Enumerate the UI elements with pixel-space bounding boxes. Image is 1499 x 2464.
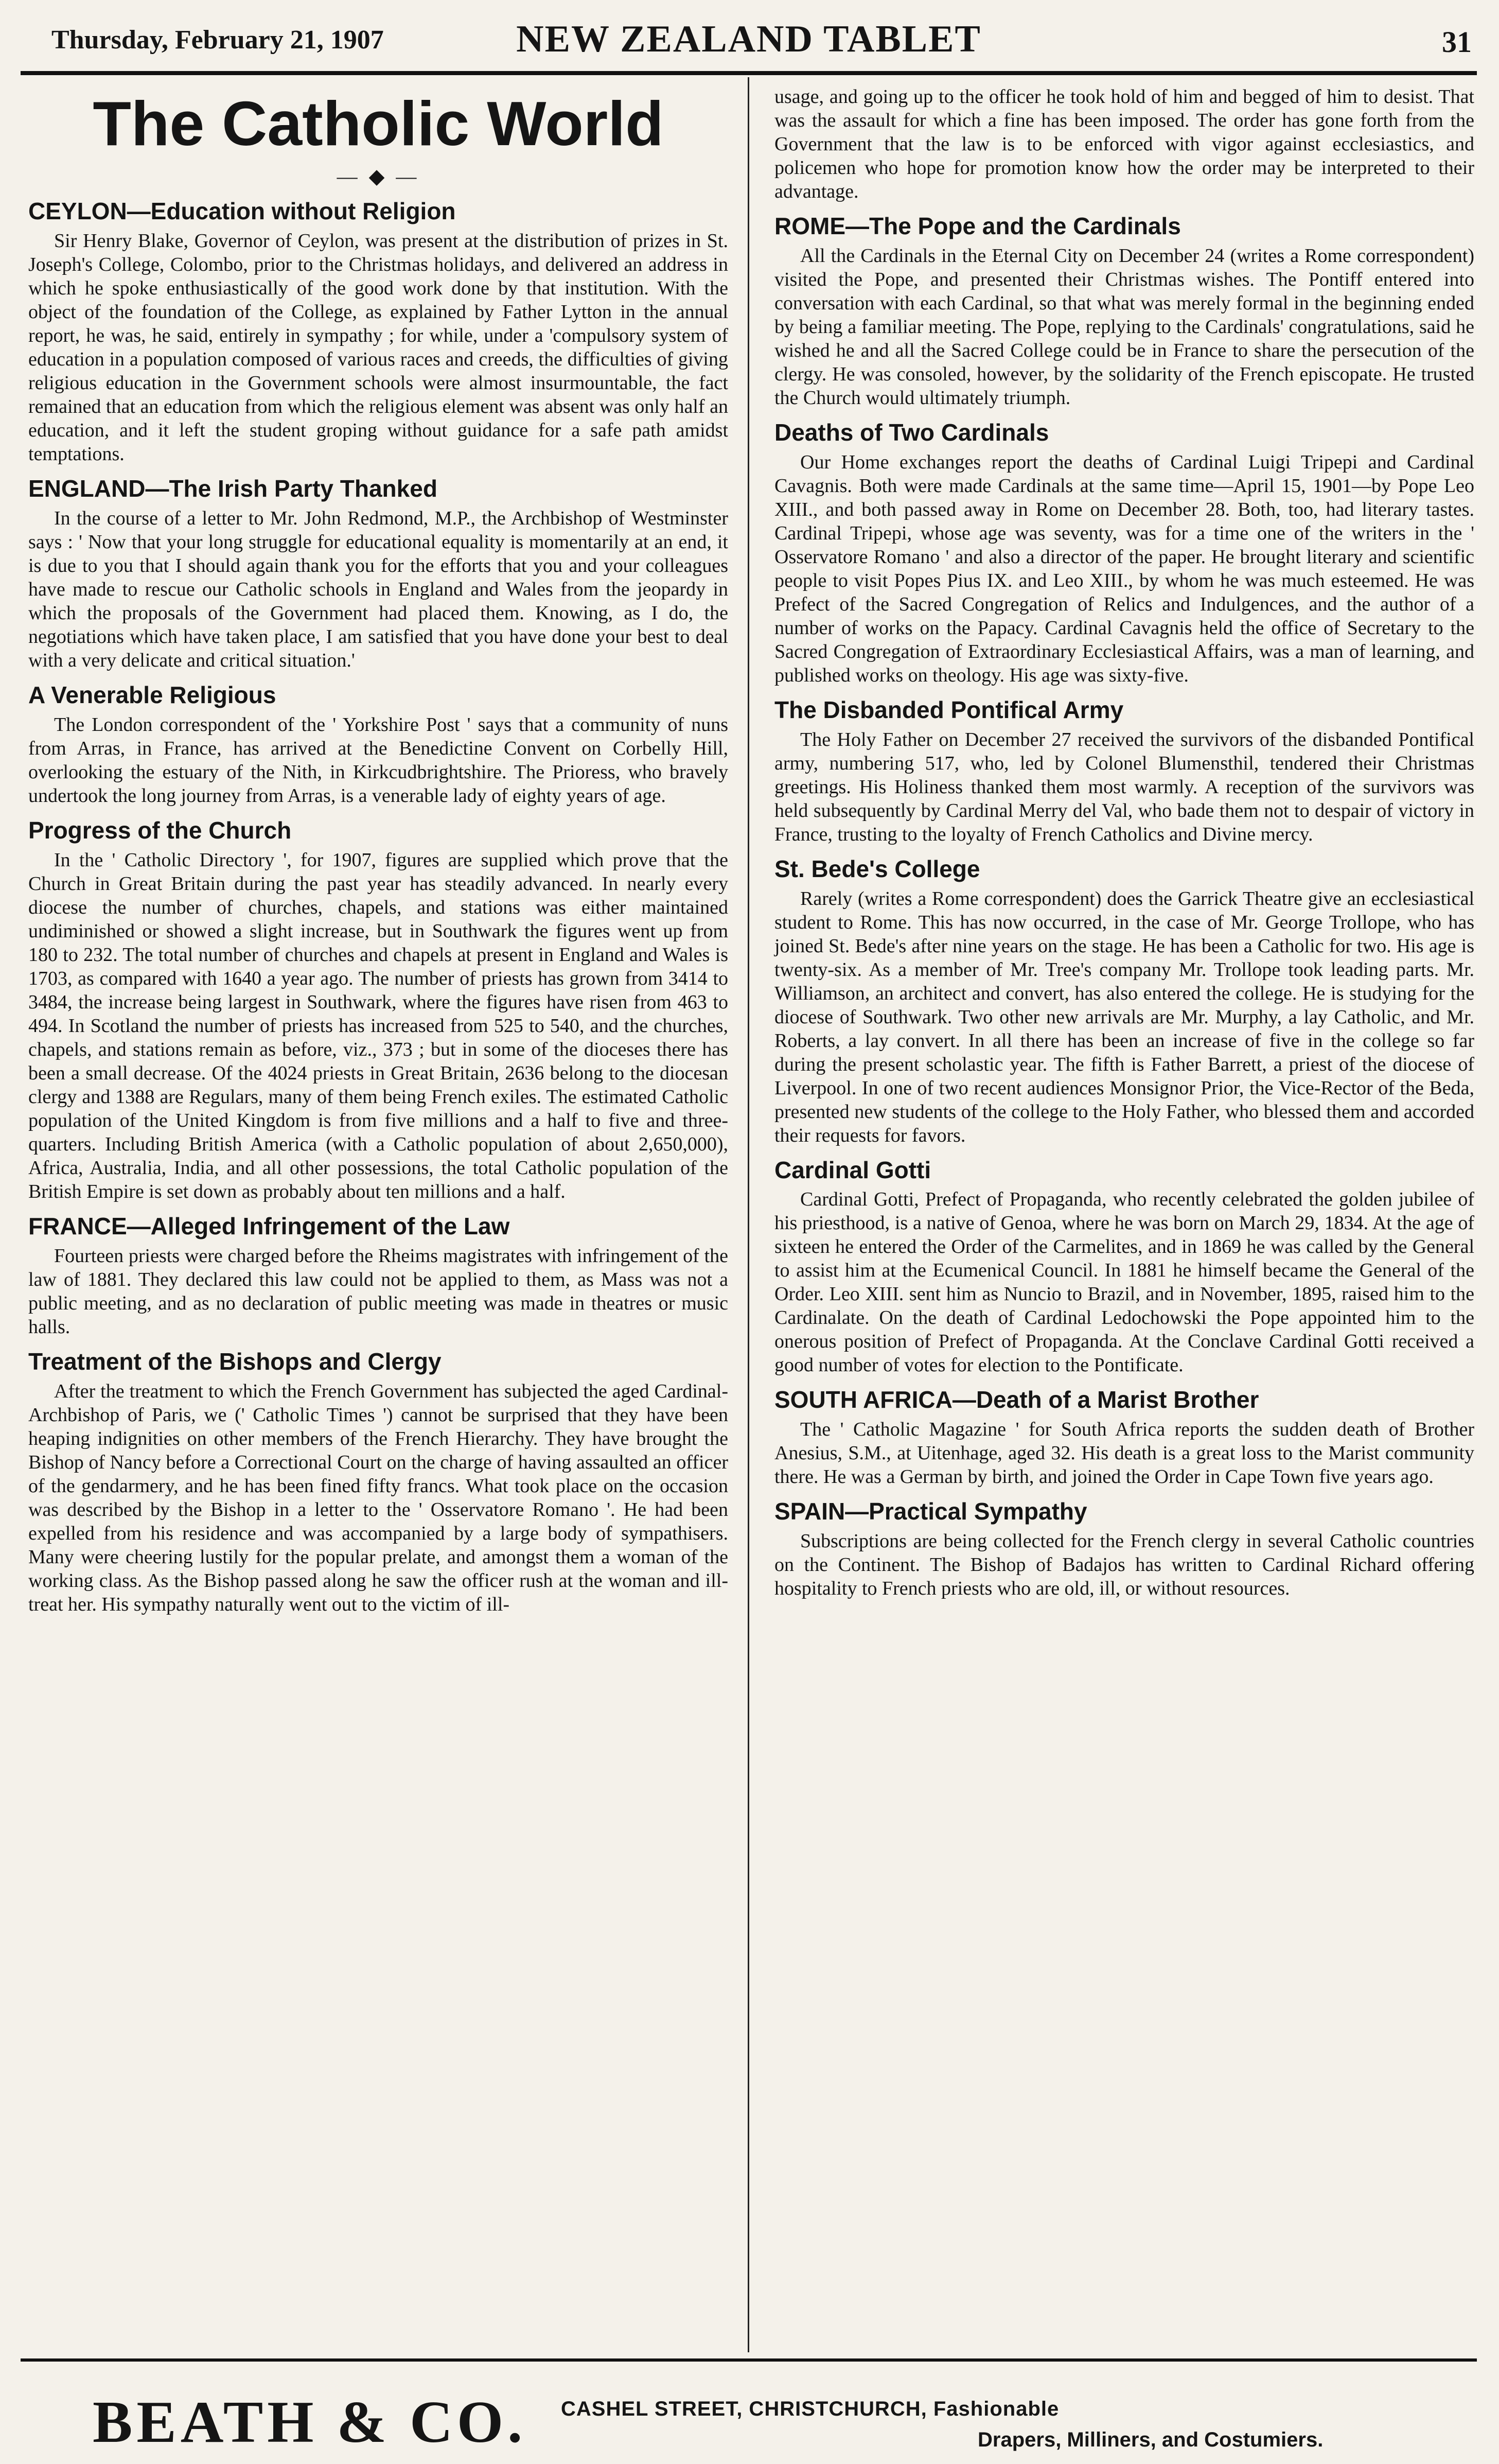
article-body: Rarely (writes a Rome correspondent) does the Garrick Theatre give an ecclesiastical student to Rome. This has now occurred, in the case of Mr. George Trollope, who has joined St. Bede's after nine years on the stage. He has been a Catholic for two. His age is twenty-six. As a member of Mr. Tree's company Mr. Trollope took leading parts. Mr. Williamson, an architect and convert, has also entered the college. He is studying for the diocese of Southwark. Two other new arrivals are Mr. Murphy, a lay Catholic, and Mr. Roberts, a lay convert. In all there has been an increase of five in the college so far during the present scholastic year. The fifth is Father Barrett, a priest of the diocese of Liverpool. In one of two recent audiences Monsignor Prior, the Vice-Rector of the Beda, presented new students of the college to the Holy Father, who blessed them and accorded their requests for favors. [774,887,1474,1146]
article-body: Cardinal Gotti, Prefect of Propaganda, who recently celebrated the golden jubilee of his priesthood, is a native of Genoa, where he was born on March 29, 1834. At the age of sixteen he entered the Order of the Carmelites, and in 1869 he was called by the General to assist him at the Ecumenical Council. In 1881 he himself became the General of the Order. Leo XIII. sent him as Nuncio to Brazil, and in November, 1895, raised him to the Cardinalate. On the death of Cardinal Ledochowski the Pope appointed him to the onerous position of Prefect of Propaganda. At the Conclave Cardinal Gotti received a good number of votes for election to the Pontificate. [774,1189,1474,1376]
footer-rule [21,2358,1477,2362]
article-body: All the Cardinals in the Eternal City on December 24 (writes a Rome correspondent) visited the Pope, and presented their Christmas wishes. The Pontiff entered into conversation with each Cardinal, so that what was merely formal in the beginning ended by being a familiar meeting. The Pope, replying to the Cardinals' congratulations, said he wished he and all the Sacred College could be in France to share the persecution of the clergy. He was consoled, however, by the solidarity of the French episcopate. He trusted the Church would ultimately triumph. [774,244,1474,409]
article-title: Progress of the Church [28,816,292,844]
article [774,696,1474,846]
article-body: The ' Catholic Magazine ' for South Africa reports the sudden death of Brother Anesius, S.M., at Uitenhage, aged 32. His death is a great loss to the Marist community there. He was a German by birth, and joined the Order in Cape Town five years ago. [774,1419,1474,1488]
publication-title: NEW ZEALAND TABLET [516,18,981,60]
article-title: A Venerable Religious [28,681,276,708]
page-number: 31 [1442,25,1472,59]
article-title: St. Bede's College [774,855,980,882]
column-divider [748,77,749,2352]
article-title: ENGLAND—The Irish Party Thanked [28,475,437,502]
right-column [774,85,1474,1600]
advertisement-footer [21,2368,1477,2460]
column-title: The Catholic World [93,89,664,159]
article-body: After the treatment to which the French Government has subjected the aged Cardinal-Archbishop of Paris, we (' Catholic Times ') cannot be surprised that they have been heaping indignities on other members of the French Hierarchy. They have brought the Bishop of Nancy before a Correctional Court on the charge of having assaulted an officer of the gendarmery, and he has been fined fifty francs. What took place on the occasion was described by the Bishop in a letter to the ' Osservatore Romano '. He had been expelled from his residence and was accompanied by a large body of sympathisers. Many were cheering lustily for the popular prelate, and amongst them a woman of the working class. As the Bishop passed along he saw the officer rush at the woman and ill-treat her. His sympathy naturally went out to the victim of ill- [28,1380,728,1615]
advertiser-name: BEATH & CO. [93,2389,527,2455]
article-title: SOUTH AFRICA—Death of a Marist Brother [774,1386,1259,1413]
article-body: Fourteen priests were charged before the Rheims magistrates with infringement of the law of 1881. They declared this law could not be applied to them, as Mass was not a public meeting, and as no declaration of public meeting was made in theatres or music halls. [28,1245,728,1338]
article-body: The Holy Father on December 27 received the survivors of the disbanded Pontifical army, numbering 517, who, led by Colonel Blumensthil, tendered their Christmas greetings. His Holiness thanked them most warmly. A reception of the survivors was held subsequently by Cardinal Merry del Val, who bade them not to despair of victory in France, trusting to the loyalty of French Catholics and Divine mercy. [774,728,1474,845]
article-title: The Disbanded Pontifical Army [774,696,1124,723]
article [28,817,728,1203]
issue-date: Thursday, February 21, 1907 [51,25,384,55]
continued-text: usage, and going up to the officer he took hold of him and begged of him to desist. That was the assault for which a fine has been imposed. The order has gone forth from the Government that the law is to be enforced with vigor against ecclesiastics, and policemen who hope for promotion know how the order may be interpreted to their advantage. [774,86,1474,202]
article [774,1498,1474,1600]
advertiser-tagline: Drapers, Milliners, and Costumiers. [978,2428,1324,2451]
article-title: FRANCE—Alleged Infringement of the Law [28,1212,510,1239]
article [28,681,728,808]
article-title: Treatment of the Bishops and Clergy [28,1348,442,1375]
article [774,213,1474,410]
article [28,1213,728,1339]
page-header [21,15,1477,67]
article-body: Subscriptions are being collected for the French clergy in several Catholic countries on the Continent. The Bishop of Badajos has written to Cardinal Richard offering hospitality to French priests who are old, ill, or without resources. [774,1530,1474,1600]
left-column [28,85,728,1616]
article [774,1386,1474,1489]
article-body: In the ' Catholic Directory ', for 1907, figures are supplied which prove that the Church in Great Britain during the past year has steadily advanced. In nearly every diocese the number of churches, chapels, and stations was either maintained undiminished or showed a slight increase, but in Southwark the figures went up from 180 to 232. The total number of churches and chapels at present in England and Wales is 1703, as compared with 1640 a year ago. The number of priests has grown from 3414 to 3484, the increase being largest in Southwark, where the figures have risen from 463 to 494. In Scotland the number of priests has increased from 525 to 540, and the churches, chapels, and stations remain as before, viz., 373 ; but in some of the dioceses there has been a small decrease. Of the 4024 priests in Great Britain, 2636 belong to the diocesan clergy and 1388 are Regulars, many of them being French exiles. The estimated Catholic population of the United Kingdom is from five millions and a half to five and three-quarters. Including British America (with a Catholic population of about 2,650,000), Africa, Australia, India, and all other possessions, the total Catholic population of the British Empire is set down as probably about ten millions and a half. [28,849,728,1202]
article-body: Sir Henry Blake, Governor of Ceylon, was present at the distribution of prizes in St. Joseph's College, Colombo, prior to the Christmas holidays, and delivered an address in which he spoke enthusiastically of the good work done by that institution. With the object of the foundation of the College, as explained by Father Lytton in the annual report, he was, he said, entirely in sympathy ; for while, under a 'compulsory system of education in a population composed of various races and creeds, the difficulties of giving religious education in the Government schools were almost insurmountable, the fact remained that an education from which the religious element was absent was only half an education, and it left the student groping without guidance for a safe path amidst temptations. [28,230,728,465]
ornament-divider: — ◆ — [337,165,420,188]
article [774,1157,1474,1377]
article-title: Cardinal Gotti [774,1156,931,1183]
article [28,1348,728,1616]
advertiser-address: CASHEL STREET, CHRISTCHURCH, Fashionable [561,2398,1060,2420]
article [774,855,1474,1147]
article-body: Our Home exchanges report the deaths of Cardinal Luigi Tripepi and Cardinal Cavagnis. Both were made Cardinals at the same time—April 15, 1901—by Pope Leo XIII., and both passed away in Rome on December 28. Both, too, had literary tastes. Cardinal Tripepi, whose age was seventy, was for a time one of the writers in the ' Osservatore Romano ' and also a director of the paper. He brought literary and scientific people to visit Popes Pius IX. and Leo XIII., by whom he was much esteemed. He was Prefect of the Sacred Congregation of Relics and Indulgences, and the author of a number of works on the Papacy. Cardinal Cavagnis held the office of Secretary to the Sacred Congregation of Extraordinary Ecclesiastical Affairs, was a man of learning, and published works on theology. His age was sixty-five. [774,451,1474,686]
article-title: ROME—The Pope and the Cardinals [774,213,1181,239]
article [28,198,728,466]
article-title: CEYLON—Education without Religion [28,198,456,225]
article-title: SPAIN—Practical Sympathy [774,1498,1087,1525]
article [28,475,728,672]
article-body: In the course of a letter to Mr. John Redmond, M.P., the Archbishop of Westminster says : ' Now that your long struggle for educational equality is momentarily at an end, it is due to you that I should again thank you for the efforts that you and your colleagues have made to rescue our Catholic schools in England and Wales from the jeopardy in which the proposals of the Government had placed them. Knowing, as I do, the negotiations which have taken place, I am satisfied that you have done your best to deal with a very delicate and critical situation.' [28,507,728,671]
article-title: Deaths of Two Cardinals [774,418,1049,446]
article [774,419,1474,687]
article-body: The London correspondent of the ' Yorkshire Post ' says that a community of nuns from Arras, in France, has arrived at the Benedictine Convent on Corbelly Hill, overlooking the estuary of the Nith, in Kirkcudbrightshire. The Prioress, who bravely undertook the long journey from Arras, is a venerable lady of eighty years of age. [28,713,728,807]
header-rule [21,71,1477,75]
